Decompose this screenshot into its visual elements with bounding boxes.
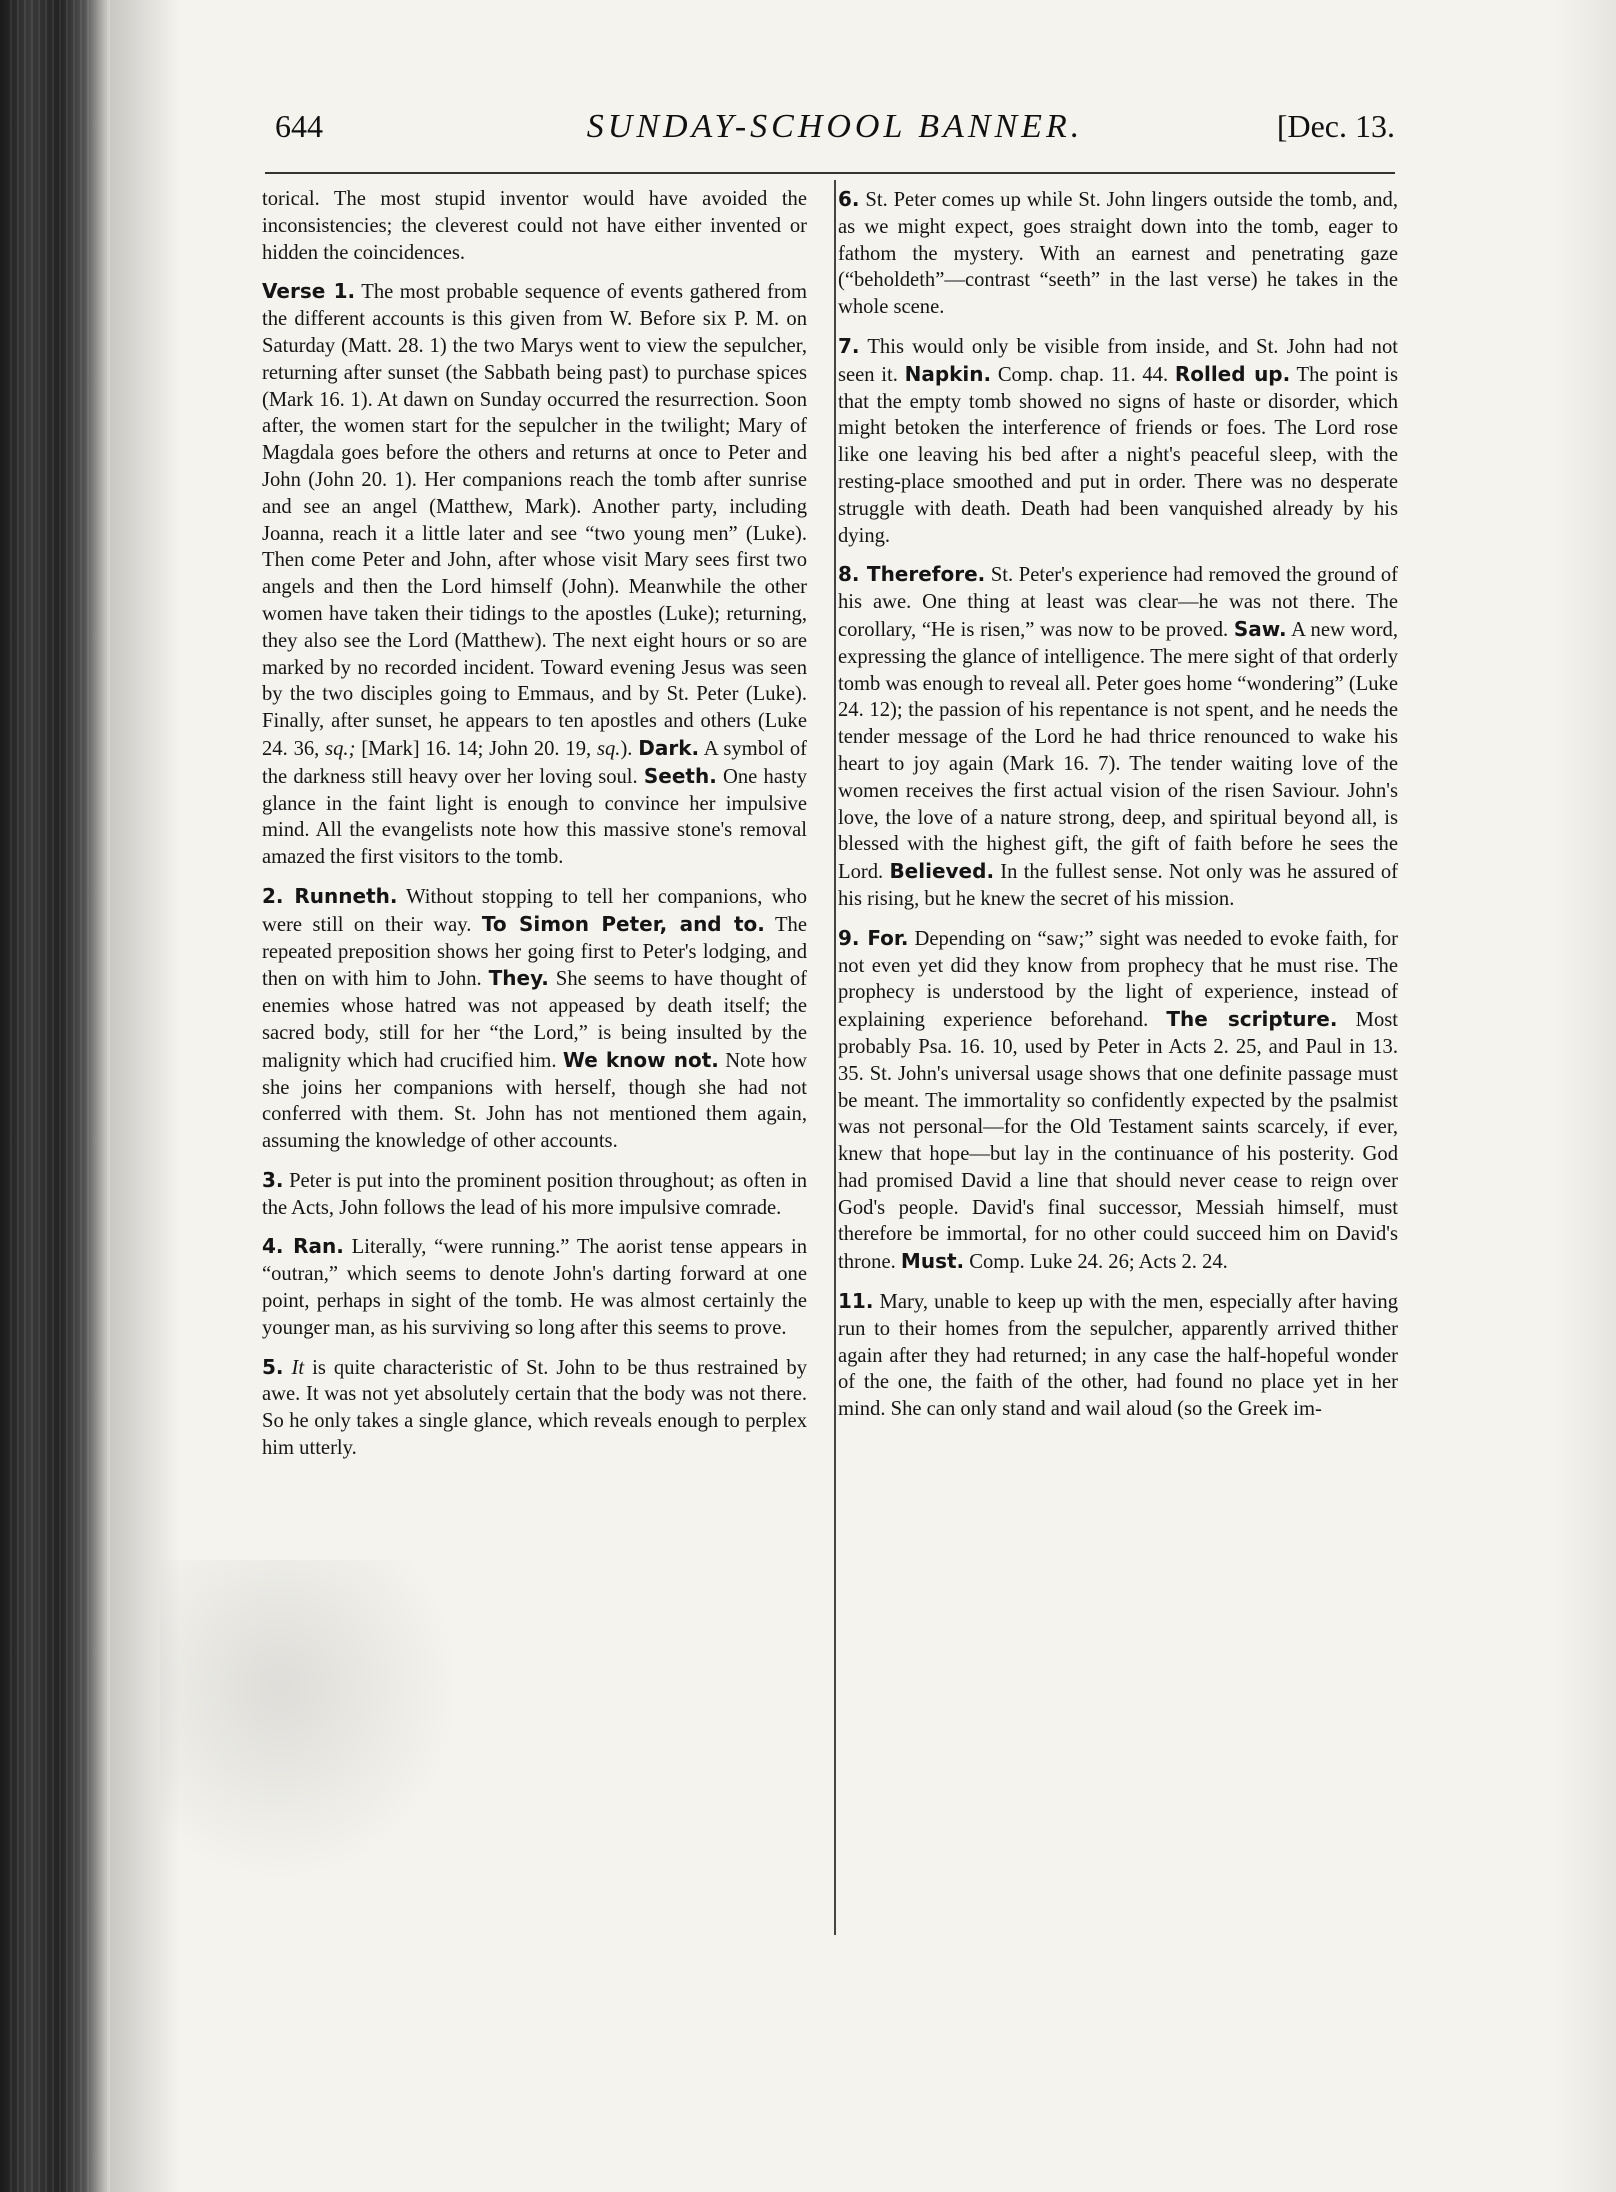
paragraph-text: Depending on “saw;” sight was needed to evoke faith, for not even yet did they know from prophecy that he must rise. The prophecy is understood by the light of experience, instead of explaining experience beforehand. [838,927,1398,1032]
verse-label: 4. Ran. [262,1234,344,1259]
paragraph [838,186,1398,321]
italic-text: sq.; [325,737,356,760]
running-header [275,108,1395,158]
paragraph [262,278,807,871]
paragraph [262,1354,807,1462]
paragraph-text: The repeated preposition shows her going first to Peter's lodging, and then on with him to John. [262,913,807,991]
page-number: 644 [275,108,323,144]
keyword: Saw. [1233,616,1287,641]
paragraph [262,1167,807,1222]
paragraph-text: She seems to have thought of enemies whose hatred was not appeased by death itself; the sacred body, still for her “the Lord,” is being insulted by the malignity which had crucified him. [262,968,807,1072]
page-stack-lines [10,0,90,2192]
paragraph [838,333,1398,549]
paragraph-text: The point is that the empty tomb showed no signs of haste or disorder, which might betoken the interference of friends or foes. The Lord rose like one leaving his bed after a night's peaceful sleep, with the resting-place smoothed and put in order. There was no desperate struggle with death. Death had been vanquished already by his dying. [838,363,1399,547]
paragraph-text: Without stopping to tell her companions, who were still on their way. [262,885,807,936]
right-column [838,186,1398,1435]
paragraph-text: Mary, unable to keep up with the men, especially after having run to their homes from the sepulcher, apparently arrived thither again after they had returned; in any case the half-hopeful wonder of the one, the faith of the other, had found no place yet in her mind. She can only stand and wail aloud (so the Greek im- [838,1291,1398,1421]
paragraph-text: St. Peter's experience had removed the ground of his awe. One thing at least was clear—he was not there. The corollary, “He is risen,” was now to be proved. [838,564,1398,641]
paragraph [838,561,1398,912]
paragraph-text: Peter is put into the prominent position throughout; as often in the Acts, John follows the lead of his more impulsive comrade. [262,1169,807,1219]
paragraph-text: is quite characteristic of St. John to be thus restrained by awe. It was not yet absolutely certain that the body was not there. So he only takes a single glance, which reveals enough to perplex him utterly. [262,1356,807,1460]
italic-text: sq. [596,737,621,760]
verse-label: Verse 1. [262,279,356,304]
verse-label: 5. [262,1354,284,1379]
keyword: Believed. [889,859,995,884]
keyword: They. [488,966,549,991]
paragraph [838,925,1398,1276]
keyword: The scripture. [1166,1007,1338,1032]
paper-stain [160,1560,460,1880]
keyword: To Simon Peter, and to. [481,911,765,936]
journal-title: SUNDAY-SCHOOL BANNER. [586,108,1084,145]
paragraph-text: [Mark] 16. 14; John 20. 19, [355,737,597,760]
paragraph-text: Comp. Luke 24. 26; Acts 2. 24. [964,1251,1228,1274]
keyword: Seeth. [643,763,717,788]
paragraph-text: ). [620,737,639,760]
verse-label: 2. Runneth. [262,883,398,908]
verse-label: 8. Therefore. [838,562,986,587]
paragraph-text: Literally, “were running.” The aorist tense appears in “outran,” which seems to denote John's darting forward at one point, perhaps in sight of the tomb. He was almost certainly the younger man, as his surviving so long after this seems to prove. [262,1236,807,1339]
verse-label: 6. [838,187,860,211]
verse-label: 9. For. [838,925,909,950]
paragraph-text: A symbol of the darkness still heavy over her loving soul. [262,737,807,788]
paragraph-text: The most probable sequence of events gathered from the different accounts is this given from W. Before six P. M. on Saturday (Matt. 28. 1) the two Marys went to view the sepulcher, returning after sunset (the Sabbath being past) to purchase spices (Mark 16. 1). At dawn on Sunday occurred the resurrection. Soon after, the women start for the sepulcher in the twilight; Mary of Magdala goes before the others and returns at once to Peter and John (John 20. 1). Her companions reach the tomb after sunrise and see an angel (Matthew, Mark). Another party, including Joanna, reach it a little later and see “two young men” (Luke). Then come Peter and John, after whose visit Mary sees first two angels and then the Lord himself (John). Meanwhile the other women have taken their tidings to the apostles (Luke); returning, they also see the Lord (Matthew). The next eight hours or so are marked by no recorded incident. Toward evening Jesus was seen by the two disciples going to Emmaus, and by St. Peter (Luke). Finally, after sunset, he appears to ten apostles and others (Luke 24. 36, [262,281,807,760]
paragraph [262,1233,807,1341]
paragraph-text: Comp. chap. 11. 44. [991,363,1175,386]
keyword: Dark. [638,735,700,760]
keyword: Rolled up. [1174,361,1291,386]
header-rule [265,172,1395,174]
keyword: We know not. [562,1047,719,1072]
paragraph-text: Most probably Psa. 16. 10, used by Peter in Acts 2. 25, and Paul in 13. 35. St. John's universal usage shows that one definite passage must be meant. The immortality so confidently expected by the psalmist was not personal—for the Old Testament saints scarcely, if ever, knew that hope—but lay in the continuance of his posterity. God had promised David a line that should never cease to reign over God's people. David's final successor, Messiah himself, must therefore be immortal, for no other could succeed him on David's throne. [838,1009,1398,1274]
paragraph-text: One hasty glance in the faint light is enough to convince her impulsive mind. All the evangelists note how this massive stone's removal amazed the first visitors to the tomb. [262,765,807,869]
page-shadow [1556,0,1616,2192]
italic-text: It [291,1356,305,1379]
paragraph-text: Note how she joins her companions with herself, though she had not conferred with them. St. John has not mentioned them again, assuming the knowledge of other accounts. [262,1049,808,1153]
paragraph-text: St. Peter comes up while St. John lingers outside the tomb, and, as we might expect, goes straight down into the tomb, eager to fathom the mystery. With an earnest and penetrating gaze (“beholdeth”—contrast “seeth” in the last verse) he takes in the whole scene. [838,189,1398,319]
paragraph [262,883,807,1155]
verse-label: 3. [262,1167,284,1192]
paragraph-text [284,1357,292,1379]
paragraph [262,186,807,266]
verse-label: 11. [838,1289,874,1314]
keyword: Must. [900,1249,965,1274]
paragraph-text: A new word, expressing the glance of intelligence. The mere sight of that orderly tomb was enough to reveal all. Peter goes home “wondering” (Luke 24. 12); the passion of his repentance is not spent, and he needs the tender message of the Lord he had thrice renounced to wake his heart to joy again (Mark 16. 7). The tender waiting love of the women receives the first actual vision of the risen Saviour. John's love, the love of a nature strong, deep, and spiritual beyond all, is blessed with the highest gift, the gift of faith before he sees the Lord. [838,618,1398,884]
verse-label: 7. [838,333,860,358]
issue-date: [Dec. 13. [1276,108,1395,144]
left-column [262,186,807,1474]
paragraph-text: In the fullest sense. Not only was he assured of his rising, but he knew the secret of his mission. [838,861,1398,910]
paragraph-text: This would only be visible from inside, and St. John had not seen it. [838,335,1398,386]
keyword: Napkin. [904,361,992,386]
paragraph-text: torical. The most stupid inventor would have avoided the inconsistencies; the cleverest could not have either invented or hidden the coincidences. [262,188,807,264]
column-divider [834,180,836,1935]
paragraph [838,1288,1398,1423]
